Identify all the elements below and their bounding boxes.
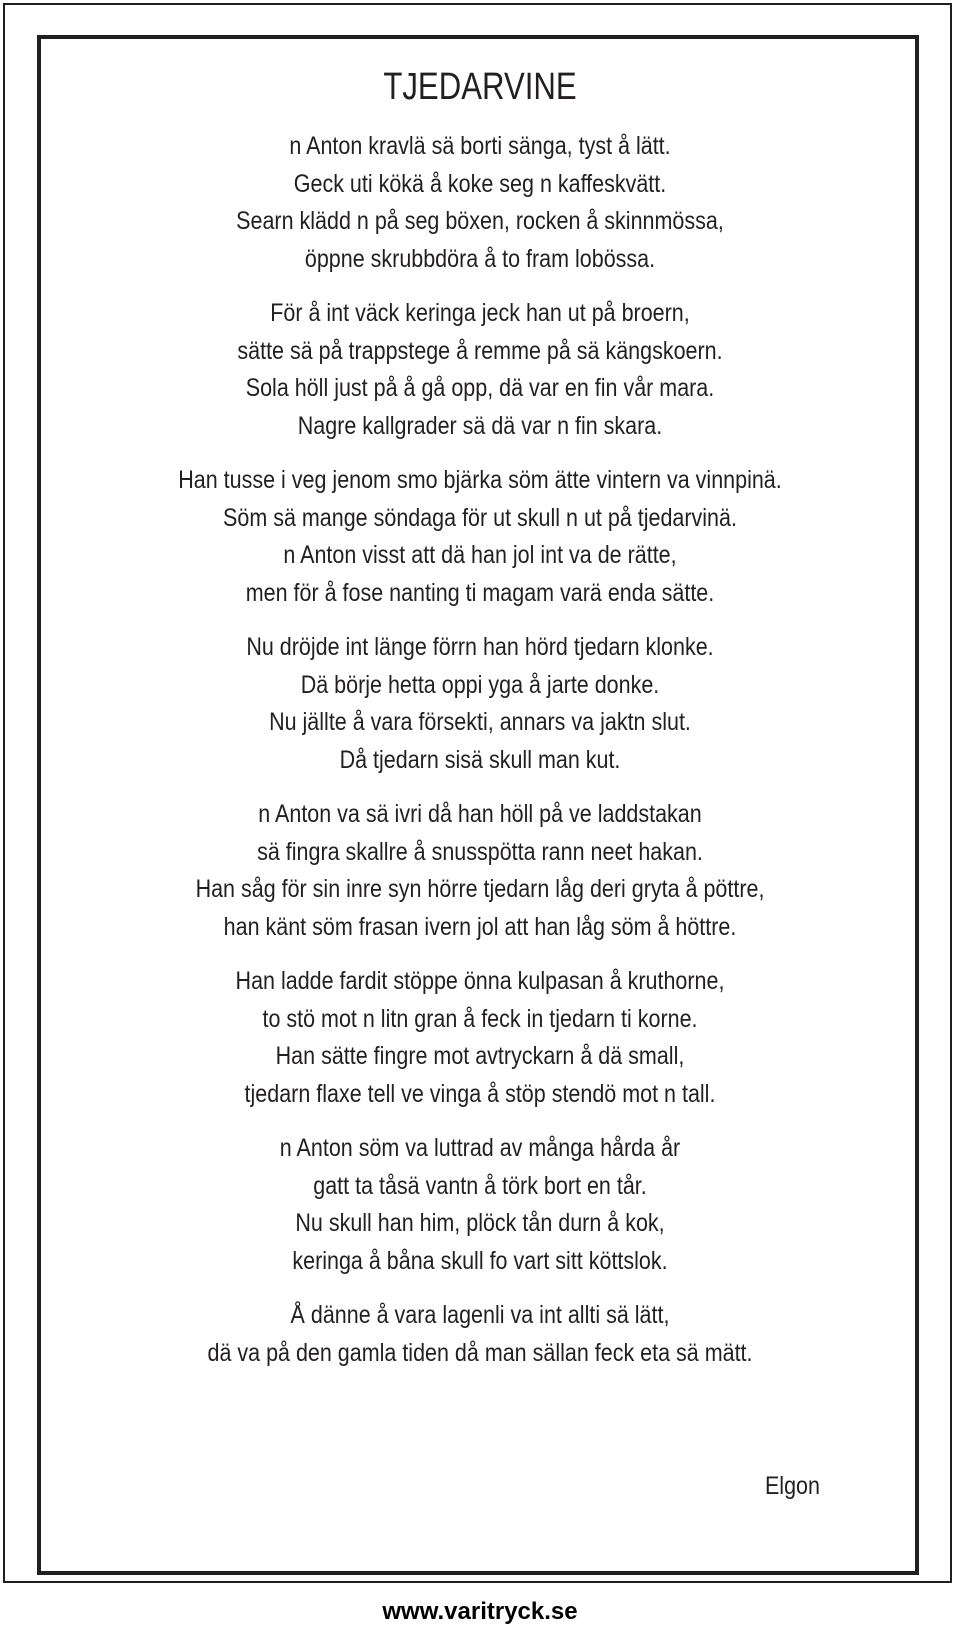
poem-title: TJEDARVINE (383, 66, 577, 108)
poem-line: Nu skull han him, plöck tån durn å kok, (295, 1209, 665, 1237)
poem-line: Sola höll just på å gå opp, dä var en fin vår mara. (245, 374, 715, 402)
stanza-8 (40, 1297, 920, 1372)
poem-line: Han såg för sin inre syn hörre tjedarn låg deri gryta å pöttre, (195, 875, 765, 903)
poem-line: Geck uti kökä å koke seg n kaffeskvätt. (293, 169, 667, 198)
poem-line: Dä börje hetta oppi yga å jarte donke. (300, 670, 660, 699)
poem-line: Nu dröjde int länge förrn han hörd tjedarn klonke. (246, 633, 714, 661)
poem-line: Då tjedarn sisä skull man kut. (339, 745, 621, 774)
poem-line: Å dänne å vara lagenli va int allti sä lätt, (290, 1301, 670, 1329)
stanza-2 (40, 295, 920, 445)
poem-line: gatt ta tåsä vantn å törk bort en tår. (313, 1171, 647, 1200)
stanza-6 (40, 963, 920, 1113)
poem-line: n Anton kravlä sä borti sänga, tyst å lätt. (289, 132, 671, 160)
poem-line: Searn klädd n på seg böxen, rocken å skinnmössa, (236, 207, 724, 235)
poem-line: Han ladde fardit stöppe önna kulpasan å kruthorne, (235, 967, 725, 995)
stanza-1 (40, 128, 920, 278)
author-signature: Elgon (765, 1472, 820, 1500)
poem-line: öppne skrubbdöra å to fram lobössa. (304, 244, 656, 273)
poem-line: Söm sä mange söndaga för ut skull n ut på tjedarvinä. (223, 503, 737, 532)
poem-line: n Anton söm va luttrad av många hårda år (279, 1134, 681, 1162)
poem-line: Nu jällte å vara försekti, annars va jaktn slut. (269, 708, 691, 736)
footer-website-url: www.varitryck.se (382, 1598, 578, 1625)
stanza-5 (40, 796, 920, 946)
poem-line: sätte sä på trappstege å remme på sä kängskoern. (237, 336, 723, 365)
poem-line: Nagre kallgrader sä dä var n fin skara. (297, 411, 663, 440)
poem-line: sä fingra skallre å snusspötta rann neet hakan. (257, 837, 703, 866)
poem-line: dä va på den gamla tiden då man sällan feck eta sä mätt. (207, 1338, 753, 1367)
poem-line: n Anton va sä ivri då han höll på ve laddstakan (258, 800, 702, 828)
poem-line: to stö mot n litn gran å feck in tjedarn ti korne. (262, 1004, 698, 1033)
poem-line: n Anton visst att dä han jol int va de rätte, (283, 541, 677, 569)
poem-line: tjedarn flaxe tell ve vinga å stöp stendö mot n tall. (244, 1079, 716, 1108)
poem-line: han känt söm frasan ivern jol att han låg söm å höttre. (223, 912, 737, 941)
poem-line: men för å fose nanting ti magam varä enda sätte. (245, 578, 715, 607)
stanza-4 (40, 629, 920, 779)
stanza-7 (40, 1130, 920, 1280)
poem-line: Han tusse i veg jenom smo bjärka söm ätte vintern va vinnpinä. (178, 466, 782, 494)
poem-line: Han sätte fingre mot avtryckarn å dä small, (275, 1042, 685, 1070)
poem-body (40, 128, 920, 1389)
poem-line: För å int väck keringa jeck han ut på broern, (270, 299, 690, 327)
poem-line: keringa å båna skull fo vart sitt köttslok. (292, 1246, 668, 1275)
stanza-3 (40, 462, 920, 612)
